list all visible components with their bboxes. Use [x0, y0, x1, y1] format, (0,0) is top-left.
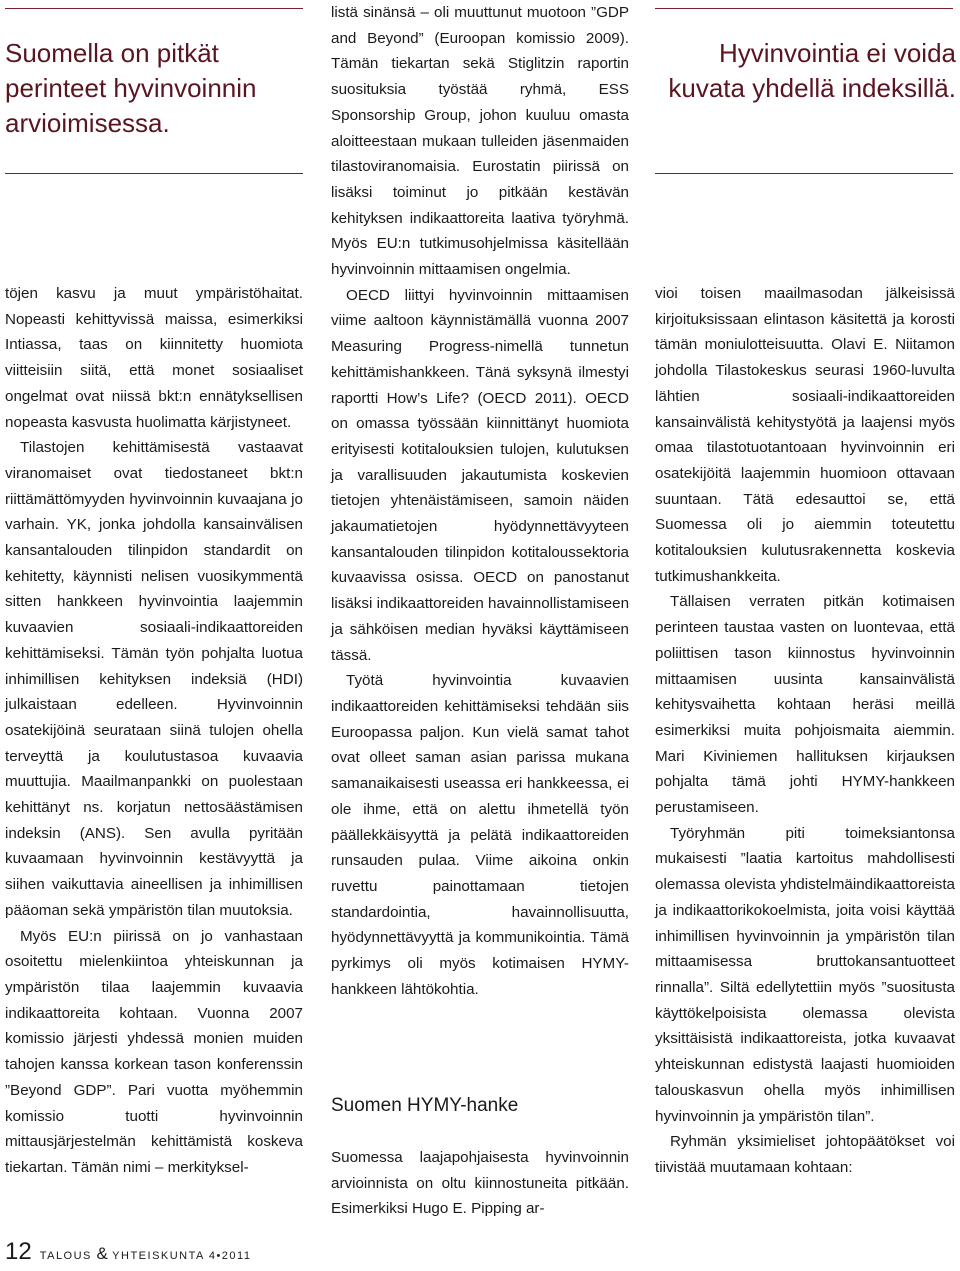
paragraph: Työtä hyvinvointia kuvaavien indikaattoreiden kehittämiseksi tehdään siis Euroopassa paljon. Kun vielä samat tahot ovat olleet saman asian parissa mukana samanaikaisesti useassa eri hankkeessa, ei ole ihme, että on alettu ihmetellä työn päällekkäisyyttä ja pelätä indikaattoreiden runsauden pulaa. Viime aikoina onkin ruvettu painottamaan tietojen standardointia, havainnollisuutta, hyödynnettävyyttä ja kommunikointia. Tämä pyrkimys oli myös kotimaisen HYMY-hankkeen lähtökohtia.	[331, 672, 629, 998]
paragraph: Tällaisen verraten pitkän kotimaisen perinteen taustaa vasten on luontevaa, että poliittisen tason kiinnostus hyvinvoinnin mittaamisen uusinta kansainvälistä kehitysvaihetta kohtaan heräsi meillä esimerkiksi muita pohjoismaita aiemmin. Mari Kiviniemen hallituksen kirjauksen pohjalta tämä johti HYMY-hankkeen perustamiseen.	[655, 593, 955, 817]
pull-quote-bottom-rule	[5, 173, 303, 174]
pull-quote-top-rule	[5, 8, 303, 9]
paragraph: Työryhmän piti toimeksiantonsa mukaisesti ”laatia kartoitus mahdollisesti olemassa olevista yhdistelmäindikaattoreista ja indikaattorikokoelmista, joita voisi käyttää inhimillisen hyvinvoinnin ja ympäristön tilan mittaamisessa bruttokansantuotteet rinnalla”. Siltä edellytettiin myös ”suositusta käyttökelpoisista olemassa olevista yksittäisistä indikaattoreista, jotka kuvaavat yhteiskunnan edistystä laajasti huomioiden talouskasvun ohella myös inhimillisen hyvinvoinnin ja ympäristön tilan”.	[655, 824, 955, 1125]
middle-body-text-after-heading	[331, 1145, 629, 1222]
page-number: 12	[5, 1238, 32, 1265]
paragraph: Suomessa laajapohjaisesta hyvinvoinnin arvioinnista on oltu kiinnostuneita pitkään. Esimerkiksi Hugo E. Pipping ar-	[331, 1149, 629, 1218]
pull-quote-bottom-rule	[655, 173, 953, 174]
left-body-text	[5, 281, 303, 1181]
paragraph: OECD liittyi hyvinvoinnin mittaamisen viime aaltoon käynnistämällä vuonna 2007 Measuring Progress-nimellä tunnetun kehittämishankkeen. Tänä syksynä ilmestyi raportti How’s Life? (OECD 2011). OECD on omassa työssään kiinnittänyt huomiota erityisesti kotitalouksien tulojen, kulutuksen ja varallisuuden jakautumista koskevien tietojen yhtenäistämiseen, samoin näiden jakaumatietojen hyödynnettävyyteen kansantalouden tilinpidon kotitaloussektoria kuvaavissa osissa. OECD on panostanut lisäksi indikaattoreiden havainnollistamiseen ja sähköisen median hyväksi käyttämiseen tässä.	[331, 286, 630, 664]
issue-number: 4•2011	[208, 1250, 252, 1262]
pull-quote-top-rule	[655, 8, 953, 9]
paragraph: Myös EU:n piirissä on jo vanhastaan osoitettu mielenkiintoa yhteiskunnan ja ympäristön tilaa laajemmin kuvaavia indikaattoreita kohtaan. Vuonna 2007 komissio järjesti yhdessä monien muiden tahojen kanssa korkean tason konferenssin ”Beyond GDP”. Pari vuotta myöhemmin komissio tuotti hyvinvoinnin mittausjärjestelmän kehittämistä koskeva tiekartan. Tämän nimi – merkityksel-	[5, 927, 303, 1176]
left-pull-quote: Suomella on pitkät perinteet hyvinvoinnin arvioimisessa.	[5, 38, 257, 138]
magazine-name-amp: &	[96, 1244, 108, 1263]
middle-body-text	[331, 0, 629, 1002]
right-pull-quote: Hyvinvointia ei voida kuvata yhdellä indeksillä.	[668, 38, 956, 103]
paragraph: Ryhmän yksimieliset johtopäätökset voi tiivistää muutamaan kohtaan:	[655, 1133, 955, 1176]
paragraph: Tilastojen kehittämisestä vastaavat viranomaiset ovat tiedostaneet bkt:n riittämättömyyden hyvinvoinnin kuvaajana jo varhain. YK, jonka johdolla kansainvälisen kansantalouden tilinpidon standardit on kehitetty, käynnisti nelisen vuosikymmentä sitten hankkeen hyvinvointia laajemmin kuvaavien sosiaali-indikaattoreiden kehittämiseksi. Tämän työn pohjalta luotua inhimillisen kehityksen indeksiä (HDI) julkaistaan edelleen. Hyvinvoinnin osatekijöinä seurataan siinä tulojen ohella terveyttä ja koulutustasoa kuvaavia muuttujia. Maailmanpankki on puolestaan kehittänyt ns. korjatun nettosäästämisen indeksin (ANS). Sen avulla pyritään kuvaamaan hyvinvoinnin kestävyyttä ja siihen vaikuttavia aineellisen ja inhimillisen pääoman sekä ympäristön tilan muutoksia.	[5, 439, 303, 919]
magazine-name-part2: YHTEISKUNTA	[112, 1250, 205, 1262]
right-body-text	[655, 281, 955, 1181]
magazine-name	[40, 1244, 252, 1264]
page-footer	[5, 1238, 251, 1266]
magazine-name-part1: TALOUS	[39, 1250, 92, 1262]
section-heading: Suomen HYMY-hanke	[331, 1095, 519, 1116]
paragraph: listä sinänsä – oli muuttunut muotoon ”GDP and Beyond” (Euroopan komissio 2009). Tämän tiekartan sekä Stiglitzin raportin suosituksia työstää ryhmä, ESS Sponsorship Group, johon kuuluu omasta aloitteestaan mukaan tulleiden jäsenmaiden tilastoviranomaisia. Eurostatin piirissä on lisäksi toiminut jo pitkään kestävän kehityksen indikaattoreita laativa työryhmä. Myös EU:n tutkimusohjelmissa käsitellään hyvinvoinnin mittaamisen ongelmia.	[331, 4, 629, 279]
paragraph: töjen kasvu ja muut ympäristöhaitat. Nopeasti kehittyvissä maissa, esimerkiksi Intiassa, taas on kiinnitetty huomiota viitteisiin siitä, että monet sosiaaliset ongelmat ovat niissä bkt:n ennätyksellisen nopeasta kasvusta huolimatta kärjistyneet.	[5, 285, 303, 431]
paragraph: vioi toisen maailmasodan jälkeisissä kirjoituksissaan elintason käsitettä ja korosti tämän moniulotteisuutta. Olavi E. Niitamon johdolla Tilastokeskus seurasi 1960-luvulta lähtien sosiaali-indikaattoreiden kansainvälistä kehitystyötä ja laajensi myös omaa tilastotuotantoaan hyvinvoinnin eri osatekijöitä laajemmin huomioon ottavaan suuntaan. Tätä edesauttoi se, että Suomessa oli jo aiemmin toteutettu kotitalouksien kulutusrakennetta koskevia tutkimushankkeita.	[655, 285, 955, 585]
